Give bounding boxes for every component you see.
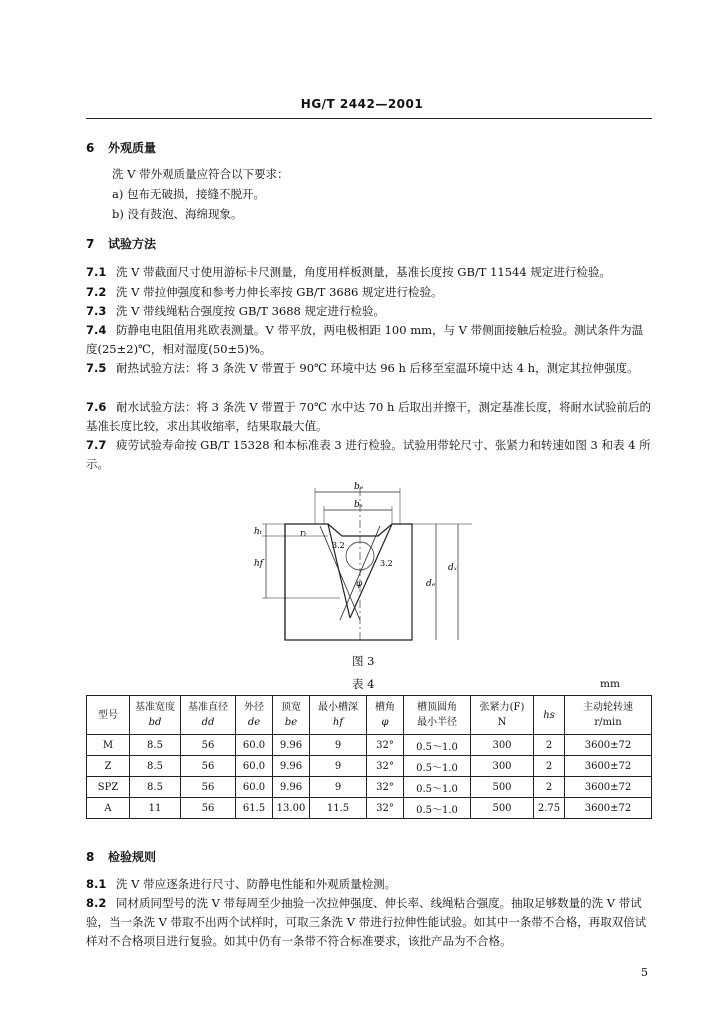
header-symbol: φ	[381, 717, 389, 728]
section-6-item-b: b) 没有鼓泡、海绵现象。	[112, 207, 243, 221]
table-cell: 0.5～1.0	[404, 777, 471, 798]
header-symbol: de	[247, 717, 261, 728]
table-row	[87, 756, 652, 777]
header-cell	[181, 696, 236, 735]
table-cell: 32°	[367, 735, 404, 756]
clause-text: 洗 V 带应逐条进行尺寸、防静电性能和外观质量检测。	[116, 877, 397, 891]
header-symbol: hf	[332, 717, 344, 728]
clause-text: 耐水试验方法：将 3 条洗 V 带置于 70℃ 水中达 70 h 后取出并擦干，测定基准长度，将耐水试验前后的基准长度比较，求出其收缩率，结果取最大值。	[86, 400, 652, 433]
table-cell: 500	[471, 798, 534, 819]
label-bd: bₓ	[354, 500, 363, 510]
header-label: 主动轮转速	[583, 702, 633, 713]
table-cell: 60.0	[236, 756, 273, 777]
table-cell: SPZ	[87, 777, 130, 798]
table-cell: 9.96	[273, 756, 310, 777]
section-6-item-a: a) 包布无破损，接缝不脱开。	[112, 187, 265, 201]
table-cell: 9	[310, 777, 367, 798]
section-title: 检验规则	[108, 850, 157, 864]
figure-3-groove-diagram	[240, 478, 480, 652]
table-cell: 9.96	[273, 735, 310, 756]
table-cell: 300	[471, 756, 534, 777]
table-cell: A	[87, 798, 130, 819]
section-title: 外观质量	[108, 141, 157, 155]
page-header: HG/T 2442—2001	[300, 97, 424, 111]
table-cell: 2	[534, 735, 565, 756]
table-cell: 11	[130, 798, 181, 819]
header-cell	[367, 696, 404, 735]
header-label: 外径	[244, 702, 264, 713]
clause-7-5	[86, 359, 652, 378]
table-cell: 500	[471, 777, 534, 798]
clause-7-7	[86, 436, 652, 474]
header-symbol: bd	[148, 717, 162, 728]
table-row	[87, 798, 652, 819]
section-8-heading	[86, 848, 156, 865]
table-cell: Z	[87, 756, 130, 777]
clause-text: 耐热试验方法：将 3 条洗 V 带置于 90℃ 环境中达 96 h 后移至室温环境中达 4 h，测定其拉伸强度。	[116, 361, 639, 375]
header-rule	[86, 118, 652, 119]
header-cell	[565, 696, 652, 735]
table-cell: 32°	[367, 756, 404, 777]
header-cell	[404, 696, 471, 735]
table-cell: 300	[471, 735, 534, 756]
clause-number: 8.1	[86, 877, 107, 891]
table-4	[86, 695, 652, 819]
clause-7-4	[86, 321, 652, 359]
header-label: 槽顶圆角	[417, 702, 457, 713]
section-number: 6	[86, 141, 95, 155]
header-label: 顶宽	[281, 702, 301, 713]
clause-text: 洗 V 带拉伸强度和参考力伸长率按 GB/T 3686 规定进行检验。	[116, 285, 443, 299]
section-number: 8	[86, 850, 95, 864]
clause-number: 8.2	[86, 896, 107, 910]
table-cell: 0.5～1.0	[404, 798, 471, 819]
table-cell: 32°	[367, 798, 404, 819]
clause-text: 洗 V 带截面尺寸使用游标卡尺测量，角度用样板测量，基准长度按 GB/T 11544 规定进行检验。	[116, 265, 611, 279]
header-label: 槽角	[375, 702, 395, 713]
clause-number: 7.6	[86, 400, 107, 414]
table-cell: 9	[310, 756, 367, 777]
label-de: dₑ	[426, 579, 436, 589]
table-cell: 0.5～1.0	[404, 756, 471, 777]
table-cell: 3600±72	[565, 777, 652, 798]
clause-8-1	[86, 875, 652, 894]
label-be: bₑ	[354, 482, 364, 492]
header-cell	[130, 696, 181, 735]
groove-drawing	[240, 478, 480, 648]
figure-3-caption: 图 3	[352, 654, 375, 668]
clause-8-2	[86, 894, 652, 951]
table-cell: 0.5～1.0	[404, 735, 471, 756]
section-number: 7	[86, 237, 95, 251]
label-hf: hf	[254, 559, 264, 569]
table-cell: 56	[181, 777, 236, 798]
clause-number: 7.7	[86, 438, 107, 452]
table-4-title: 表 4	[352, 677, 375, 691]
clause-number: 7.3	[86, 304, 107, 318]
clause-number: 7.5	[86, 361, 107, 375]
header-symbol: be	[284, 717, 298, 728]
table-cell: 8.5	[130, 777, 181, 798]
header-symbol: hs	[543, 709, 555, 721]
header-label-2: 最小半径	[417, 717, 457, 728]
table-cell: 11.5	[310, 798, 367, 819]
header-label: 基准直径	[188, 702, 228, 713]
clause-7-3	[86, 302, 652, 321]
header-cell	[87, 696, 130, 735]
section-6-heading	[86, 139, 156, 156]
table-cell: 3600±72	[565, 735, 652, 756]
table-cell: 2.75	[534, 798, 565, 819]
header-cell	[534, 696, 565, 735]
table-header-row	[87, 696, 652, 735]
header-cell	[310, 696, 367, 735]
table-cell: 3600±72	[565, 756, 652, 777]
clause-number: 7.2	[86, 285, 107, 299]
header-label: 张紧力(F)	[479, 702, 525, 713]
section-7-heading	[86, 235, 156, 252]
clause-text: 疲劳试验寿命按 GB/T 15328 和本标准表 3 进行检验。试验用带轮尺寸、张紧力和转速如图 3 和表 4 所示。	[86, 438, 651, 471]
label-rt: rₜ	[300, 529, 307, 539]
clause-number: 7.4	[86, 323, 107, 337]
clause-7-2	[86, 283, 652, 302]
table-cell: 60.0	[236, 735, 273, 756]
table-cell: 61.5	[236, 798, 273, 819]
table-cell: 9.96	[273, 777, 310, 798]
header-symbol: dd	[201, 717, 215, 728]
header-label: 基准宽度	[135, 702, 175, 713]
label-dim1: 3.2	[332, 541, 345, 550]
clause-7-6	[86, 398, 652, 436]
header-unit: r/min	[594, 717, 622, 728]
table-4-unit: mm	[600, 678, 620, 690]
table-cell: 3600±72	[565, 798, 652, 819]
table-cell: 8.5	[130, 735, 181, 756]
clause-text: 洗 V 带线绳粘合强度按 GB/T 3688 规定进行检验。	[116, 304, 386, 318]
section-6-intro: 洗 V 带外观质量应符合以下要求：	[112, 167, 289, 181]
page-number: 5	[641, 966, 648, 979]
table-row	[87, 735, 652, 756]
table-cell: 8.5	[130, 756, 181, 777]
header-label: 型号	[98, 709, 118, 721]
table-cell: 56	[181, 798, 236, 819]
table-row	[87, 777, 652, 798]
label-dd: dₓ	[448, 563, 457, 573]
table-cell: M	[87, 735, 130, 756]
clause-number: 7.1	[86, 265, 107, 279]
table-cell: 60.0	[236, 777, 273, 798]
table-cell: 32°	[367, 777, 404, 798]
clause-text: 同材质同型号的洗 V 带每周至少抽验一次拉伸强度、伸长率、线绳粘合强度。抽取足够数量的洗 V 带试验，当一条洗 V 带取不出两个试样时，可取三条洗 V 带进行拉伸性能试验。如其中一条带不合格，再取双倍试样对不合格项目进行复验。如其中仍有一条带不符合标准要求，该批产品为不合格。	[86, 896, 647, 948]
label-dim2: 3.2	[380, 559, 393, 568]
label-phi: φ	[356, 579, 363, 589]
table-cell: 56	[181, 756, 236, 777]
table-cell: 9	[310, 735, 367, 756]
header-unit: N	[497, 717, 507, 728]
table-cell: 2	[534, 756, 565, 777]
header-label: 最小槽深	[318, 702, 358, 713]
label-ht: hₜ	[254, 527, 263, 537]
table-cell: 13.00	[273, 798, 310, 819]
section-title: 试验方法	[108, 237, 157, 251]
table-cell: 2	[534, 777, 565, 798]
header-cell	[471, 696, 534, 735]
clause-text: 防静电电阻值用兆欧表测量。V 带平放，两电极相距 100 mm，与 V 带侧面接触后检验。测试条件为温度(25±2)℃，相对湿度(50±5)%。	[86, 323, 644, 356]
table-cell: 56	[181, 735, 236, 756]
header-cell	[236, 696, 273, 735]
clause-7-1	[86, 263, 652, 282]
header-cell	[273, 696, 310, 735]
